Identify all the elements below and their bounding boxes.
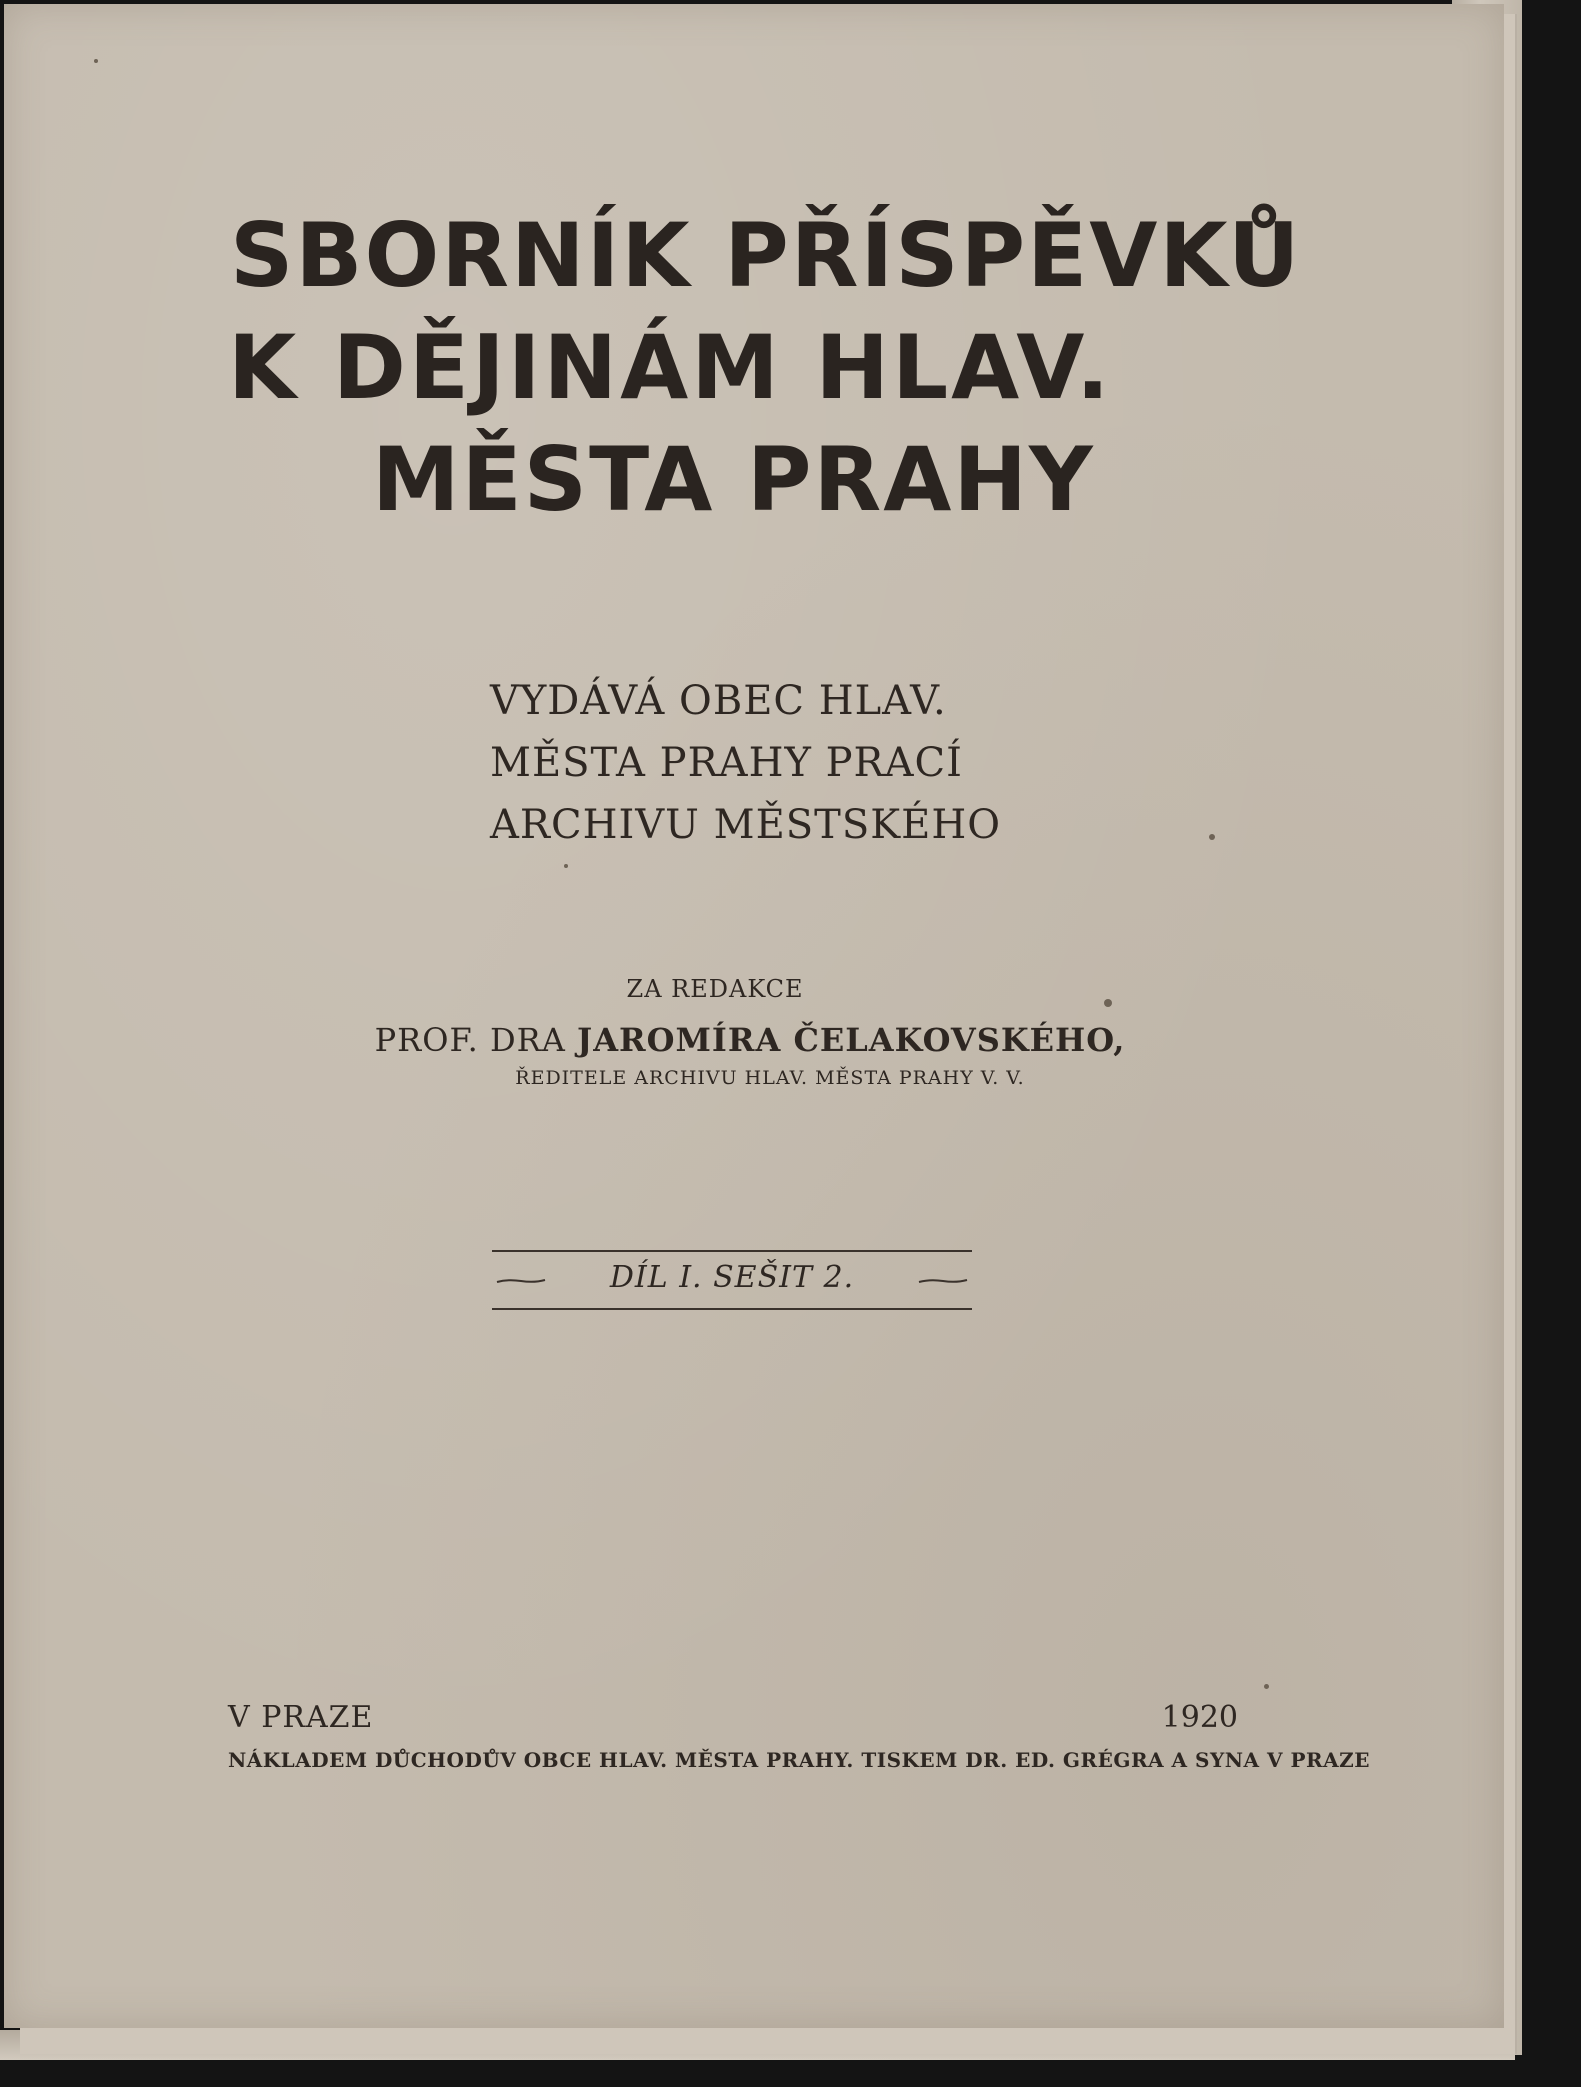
editor-credit (300, 975, 1200, 1089)
title-line-1: SBORNÍK PŘÍSPĚVKŮ (230, 204, 1302, 307)
publisher-line-2: MĚSTA PRAHY PRACÍ (490, 740, 963, 786)
swash-ornament-right (918, 1278, 968, 1284)
place-year-row (228, 1700, 1238, 1744)
paper-speck (1209, 834, 1215, 840)
volume-designation (492, 1250, 972, 1310)
volume-row (492, 1252, 972, 1308)
book-title (200, 200, 1302, 536)
editor-role: ŘEDITELE ARCHIVU HLAV. MĚSTA PRAHY V. V. (515, 1067, 1025, 1089)
editor-name-line (300, 1021, 1200, 1059)
paper-speck (564, 864, 568, 868)
publisher-statement (490, 670, 1090, 856)
editor-name: JAROMÍRA ČELAKOVSKÉHO, (577, 1021, 1126, 1059)
editor-prefix: PROF. DRA (374, 1021, 566, 1059)
paper-speck (94, 59, 98, 63)
publication-year: 1920 (1161, 1700, 1238, 1735)
title-line-3: MĚSTA PRAHY (372, 428, 1095, 531)
printer-imprint: NÁKLADEM DŮCHODŮV OBCE HLAV. MĚSTA PRAHY. TISKEM DR. ED. GRÉGRA A SYNA V PRAZE (228, 1748, 1371, 1772)
paper-speck (1264, 1684, 1269, 1689)
publisher-line-1: VYDÁVÁ OBEC HLAV. (490, 678, 947, 724)
volume-label: DÍL I. SEŠIT 2. (609, 1260, 855, 1295)
bottom-rule (492, 1308, 972, 1310)
imprint-block (228, 1700, 1371, 1772)
title-line-2: K DĚJINÁM HLAV. (228, 316, 1113, 419)
publication-place: V PRAZE (228, 1700, 374, 1735)
publisher-line-3: ARCHIVU MĚSTSKÉHO (490, 802, 1002, 848)
editor-label: ZA REDAKCE (626, 975, 804, 1003)
